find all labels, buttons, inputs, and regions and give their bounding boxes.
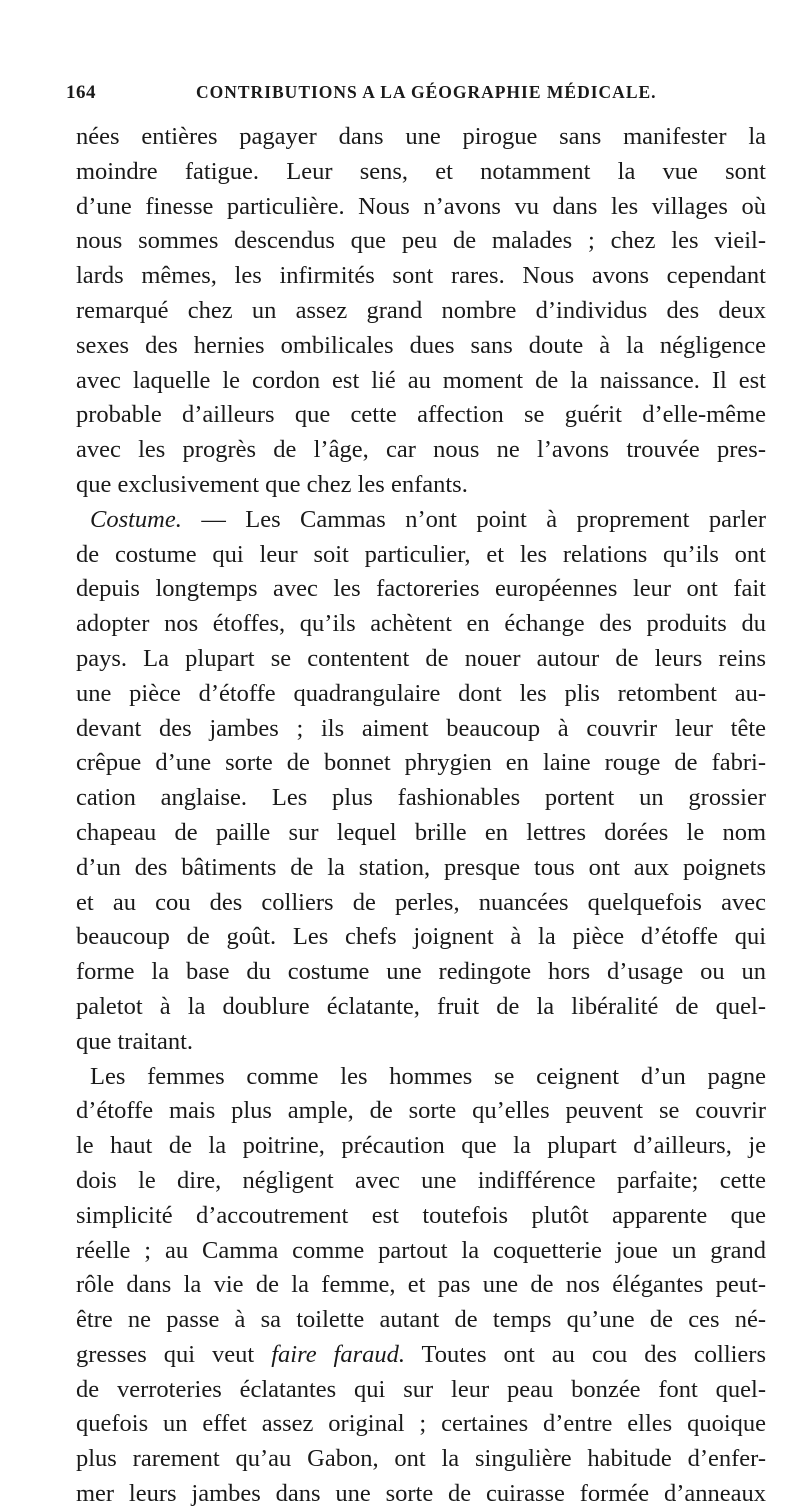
text-line <box>76 329 766 364</box>
text-line <box>76 259 766 294</box>
body-text <box>76 120 766 1512</box>
text-line-segment: avec laquelle le cordon est lié au moment de la naissance. Il est <box>76 366 766 394</box>
text-line-segment: probable d’ailleurs que cette affection se guérit d’elle-même <box>76 401 766 429</box>
text-line <box>76 677 766 712</box>
text-line <box>76 920 766 955</box>
text-line <box>76 1268 766 1303</box>
text-line-segment: que traitant. <box>76 1027 194 1055</box>
italic-text: faire faraud. <box>271 1340 406 1368</box>
text-line-segment: — Les Cammas n’ont point à proprement parler <box>181 505 766 533</box>
text-line-segment: gresses qui veut <box>76 1340 272 1368</box>
text-line-segment: depuis longtemps avec les factoreries européennes leur ont fait <box>76 575 766 603</box>
text-line <box>76 1477 766 1512</box>
text-line <box>76 538 766 573</box>
text-line-segment: quefois un effet assez original ; certaines d’entre elles quoique <box>76 1410 766 1438</box>
text-line-segment: être ne passe à sa toilette autant de temps qu’une de ces né- <box>76 1306 766 1334</box>
text-line-segment: forme la base du costume une redingote hors d’usage ou un <box>76 958 766 986</box>
text-line <box>76 1094 766 1129</box>
text-line-segment: le haut de la poitrine, précaution que la plupart d’ailleurs, je <box>76 1132 766 1160</box>
text-line-segment: pays. La plupart se contentent de nouer autour de leurs reins <box>76 644 766 672</box>
text-line <box>76 224 766 259</box>
text-line-segment: de verroteries éclatantes qui sur leur peau bonzée font quel- <box>76 1375 766 1403</box>
text-line-segment: Toutes ont au cou des colliers <box>405 1340 766 1368</box>
text-line <box>76 468 766 503</box>
text-line <box>76 1338 766 1373</box>
text-line <box>76 746 766 781</box>
text-line-segment: adopter nos étoffes, qu’ils achètent en échange des produits du <box>76 610 766 638</box>
text-line-segment: Les femmes comme les hommes se ceignent d’un pagne <box>90 1062 766 1090</box>
text-line <box>76 1164 766 1199</box>
text-line-segment: remarqué chez un assez grand nombre d’individus des deux <box>76 296 766 324</box>
text-line <box>76 120 766 155</box>
text-line <box>76 398 766 433</box>
text-line <box>76 503 766 538</box>
text-line-segment: que exclusivement que chez les enfants. <box>76 470 468 498</box>
text-line-segment: chapeau de paille sur lequel brille en lettres dorées le nom <box>76 818 766 846</box>
text-line <box>76 781 766 816</box>
text-line-segment: simplicité d’accoutrement est toutefois plutôt apparente que <box>76 1201 766 1229</box>
text-line-segment: lards mêmes, les infirmités sont rares. Nous avons cependant <box>76 262 766 290</box>
text-line <box>76 990 766 1025</box>
text-line-segment: nées entières pagayer dans une pirogue sans manifester la <box>76 123 766 150</box>
text-line-segment: cation anglaise. Les plus fashionables portent un grossier <box>76 784 766 812</box>
text-line <box>76 1373 766 1408</box>
text-line-segment: moindre fatigue. Leur sens, et notamment la vue sont <box>76 157 766 185</box>
text-line-segment: mer leurs jambes dans une sorte de cuirasse formée d’anneaux <box>76 1480 766 1508</box>
text-line <box>76 607 766 642</box>
italic-text: Costume. <box>90 505 182 533</box>
text-line <box>76 1060 766 1095</box>
text-line-segment: une pièce d’étoffe quadrangulaire dont les plis retombent au- <box>76 679 766 707</box>
text-line <box>76 816 766 851</box>
text-line <box>76 886 766 921</box>
text-line <box>76 1129 766 1164</box>
text-line <box>76 364 766 399</box>
text-line <box>76 1442 766 1477</box>
text-line <box>76 1199 766 1234</box>
text-line-segment: dois le dire, négligent avec une indifférence parfaite; cette <box>76 1166 766 1194</box>
text-line-segment: beaucoup de goût. Les chefs joignent à la pièce d’étoffe qui <box>76 923 766 951</box>
text-line-segment: rôle dans la vie de la femme, et pas une de nos élégantes peut- <box>76 1271 766 1299</box>
text-line-segment: sexes des hernies ombilicales dues sans doute à la négligence <box>76 331 766 359</box>
text-line <box>76 955 766 990</box>
text-line-segment: d’une finesse particulière. Nous n’avons vu dans les villages où <box>76 192 766 220</box>
text-line <box>76 851 766 886</box>
text-line-segment: plus rarement qu’au Gabon, ont la singulière habitude d’enfer- <box>76 1445 766 1473</box>
text-line-segment: devant des jambes ; ils aiment beaucoup à couvrir leur tête <box>76 714 766 742</box>
text-line <box>76 1025 766 1060</box>
text-line-segment: paletot à la doublure éclatante, fruit de la libéralité de quel- <box>76 992 766 1020</box>
text-line-segment: et au cou des colliers de perles, nuancées quelquefois avec <box>76 888 766 916</box>
text-line-segment: de costume qui leur soit particulier, et les relations qu’ils ont <box>76 540 766 568</box>
text-line <box>76 1303 766 1338</box>
text-line <box>76 1234 766 1269</box>
text-line-segment: d’étoffe mais plus ample, de sorte qu’elles peuvent se couvrir <box>76 1097 766 1125</box>
text-line <box>76 572 766 607</box>
text-line <box>76 294 766 329</box>
page-header <box>66 82 766 112</box>
text-line-segment: d’un des bâtiments de la station, presque tous ont aux poignets <box>76 853 766 881</box>
page-number: 164 <box>66 82 96 103</box>
text-line <box>76 1407 766 1442</box>
text-line <box>76 642 766 677</box>
text-line-segment: avec les progrès de l’âge, car nous ne l’avons trouvée pres- <box>76 436 766 464</box>
text-line <box>76 190 766 225</box>
text-line <box>76 155 766 190</box>
text-line <box>76 433 766 468</box>
text-line-segment: réelle ; au Camma comme partout la coquetterie joue un grand <box>76 1236 766 1264</box>
running-head: CONTRIBUTIONS A LA GÉOGRAPHIE MÉDICALE. <box>196 82 657 102</box>
text-line-segment: crêpue d’une sorte de bonnet phrygien en laine rouge de fabri- <box>76 749 766 777</box>
text-line <box>76 712 766 747</box>
text-line-segment: nous sommes descendus que peu de malades ; chez les vieil- <box>76 227 766 255</box>
